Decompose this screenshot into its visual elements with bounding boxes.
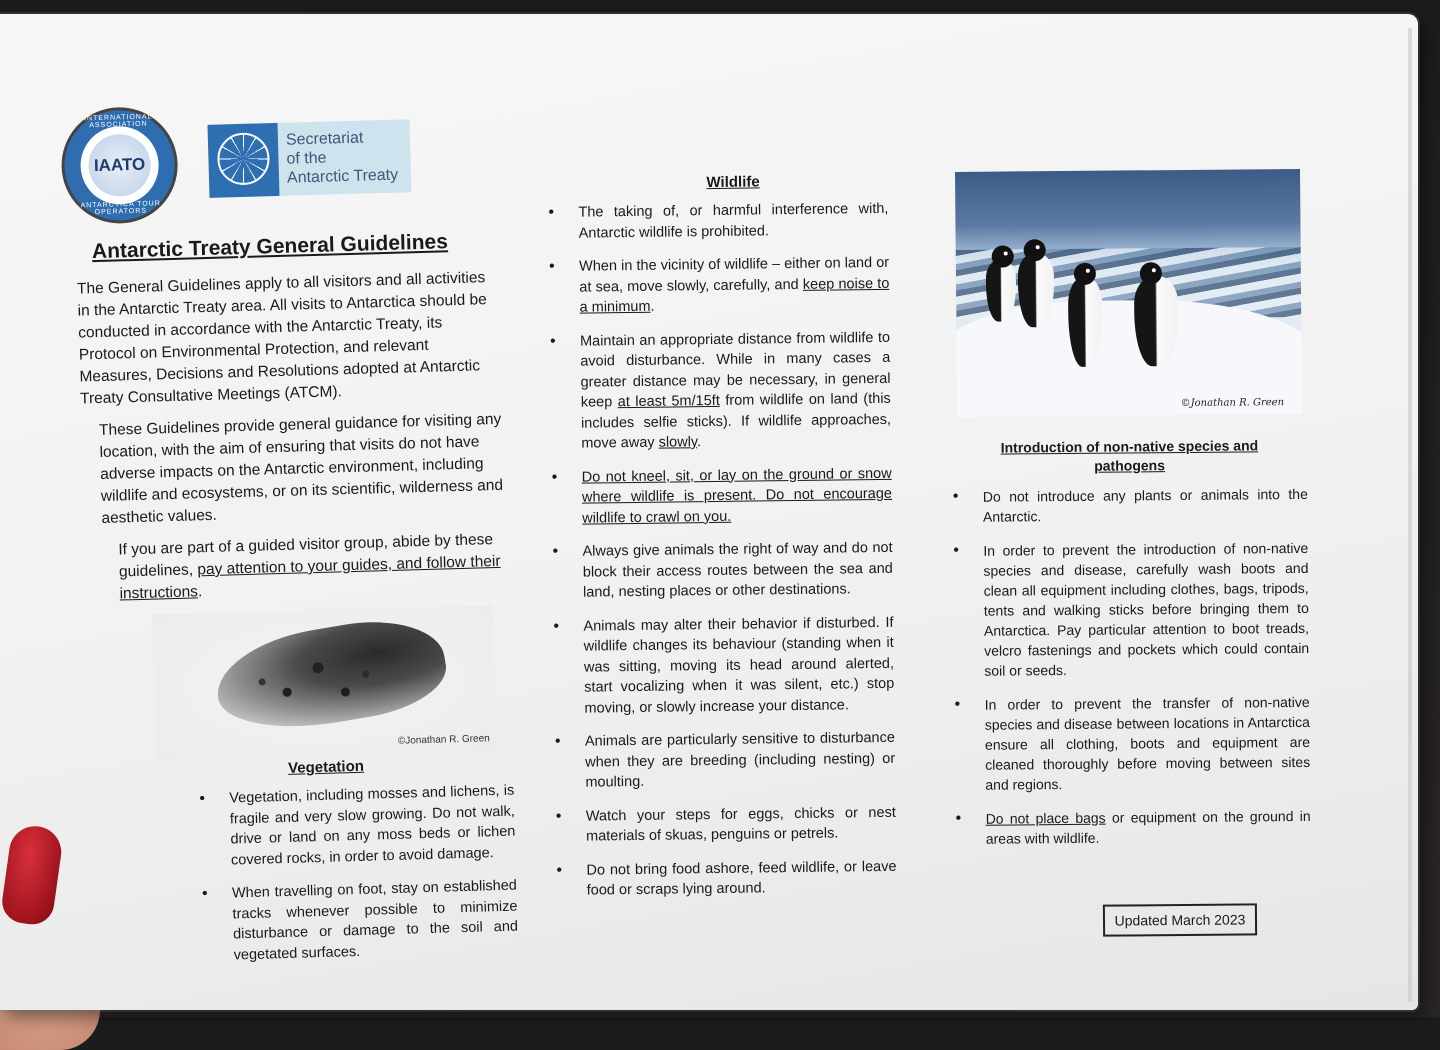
nonnative-list bbox=[953, 484, 1311, 849]
secretariat-line1: Secretariat bbox=[285, 129, 364, 149]
list-item: • Animals are particularly sensitive to disturbance when they are breeding (including nesting) or moulting. bbox=[555, 728, 896, 794]
guides-instruction: pay attention to your guides, and follow their instructions bbox=[119, 552, 501, 603]
list-item: • Vegetation, including mosses and lichens, is fragile and very slow growing. Do not walk, drive or land on any moss beds or lichen covered rocks, in order to avoid damage. bbox=[199, 781, 516, 872]
logos bbox=[60, 97, 498, 227]
list-item: • Do not place bags or equipment on the ground in areas with wildlife. bbox=[956, 806, 1311, 849]
nonnative-heading: Introduction of non-native species and pathogens bbox=[1000, 437, 1259, 474]
iaato-ring-bottom: ANTARCTICA TOUR OPERATORS bbox=[80, 200, 161, 217]
list-item: • Watch your steps for eggs, chicks or nest materials of skuas, penguins or petrels. bbox=[556, 802, 896, 847]
list-item: • When travelling on foot, stay on established tracks whenever possible to minimize disturbance or damage to the soil and vegetated surfaces. bbox=[202, 876, 519, 967]
vegetation-heading: Vegetation bbox=[287, 757, 365, 777]
column-right bbox=[950, 169, 1311, 863]
column-left bbox=[60, 97, 519, 983]
penguin-4 bbox=[1134, 276, 1179, 366]
guidelines-sheet bbox=[0, 14, 1418, 1010]
page-title: Antarctic Treaty General Guidelines bbox=[91, 230, 449, 264]
seal-photo bbox=[152, 605, 496, 759]
penguin-photo-credit: ©Jonathan R. Green bbox=[1180, 397, 1285, 409]
secretariat-line2: of the bbox=[286, 149, 327, 168]
wildlife-list bbox=[548, 199, 897, 902]
iaato-text: IAATO bbox=[93, 154, 146, 176]
list-item: • In order to prevent the introduction of non-native species and disease, carefully wash boots and clean all equipment including clothes, bags, tripods, tents and walking sticks before bringing them to Antarctica. Pay particular attention to boot treads, velcro fastenings and pockets which could contain soil or seeds. bbox=[953, 538, 1309, 681]
intro-paragraph-1: The General Guidelines apply to all visitors and all activities in the Antarctic Treaty area. All visits to Antarctica should be conducted in accordance with the Antarctic Treaty, its Protocol on Environmental Protection, and relevant Measures, Decisions and Resolutions adopted at Antarctic Treaty Consultative Meetings (ATCM). bbox=[76, 269, 487, 408]
list-item: • The taking of, or harmful interference with, Antarctic wildlife is prohibited. bbox=[548, 199, 888, 244]
iaato-logo bbox=[60, 106, 179, 225]
list-item: • Always give animals the right of way and do not block their access routes between the sea and land, nesting places or other destinations. bbox=[552, 538, 893, 604]
seal-photo-credit: ©Jonathan R. Green bbox=[397, 733, 490, 747]
list-item: • Do not introduce any plants or animals into the Antarctic. bbox=[953, 484, 1308, 527]
list-item: • When in the vicinity of wildlife – either on land or at sea, move slowly, carefully, and keep noise to a minimum. bbox=[549, 253, 890, 319]
intro-paragraph-2: These Guidelines provide general guidance for visiting any location, with the aim of ensuring that visits do not have adverse impacts on the Antarctic environment, including wildlife and ecosystems, or on its scientific, wilderness and aesthetic values. bbox=[98, 410, 504, 527]
updated-badge: Updated March 2023 bbox=[1103, 903, 1257, 936]
wildlife-heading: Wildlife bbox=[706, 173, 760, 192]
secretariat-line3: Antarctic Treaty bbox=[286, 166, 399, 187]
secretariat-emblem-icon bbox=[208, 123, 280, 198]
iaato-ring-top: INTERNATIONAL ASSOCIATION bbox=[83, 113, 153, 130]
penguin-2 bbox=[1018, 253, 1055, 327]
penguin-3 bbox=[1068, 277, 1103, 367]
seal-image bbox=[210, 609, 453, 741]
list-item: • Do not bring food ashore, feed wildlife, or leave food or scraps lying around. bbox=[556, 856, 896, 901]
intro-paragraph-3: If you are part of a guided visitor group, abide by these guidelines, pay attention to your guides, and follow their instructions. bbox=[118, 531, 501, 603]
vegetation-list bbox=[199, 781, 519, 967]
penguin-1 bbox=[986, 259, 1017, 321]
column-middle bbox=[548, 172, 897, 915]
secretariat-logo bbox=[208, 119, 412, 198]
list-item: • Animals may alter their behavior if disturbed. If wildlife changes its behaviour (standing when it was sitting, moving its head around alerted, start vocalizing when it was silent, etc.) stop moving, or slowly increase your distance. bbox=[553, 612, 894, 719]
list-item: • Maintain an appropriate distance from wildlife to avoid disturbance. While in many cases a greater distance may be necessary, in general keep at least 5m/15ft from wildlife on land (this includes selfie sticks). If wildlife approaches, move away slowly. bbox=[550, 327, 891, 454]
list-item: • Do not kneel, sit, or lay on the ground or snow where wildlife is present. Do not encourage wildlife to crawl on you. bbox=[552, 463, 893, 529]
penguin-photo bbox=[955, 169, 1302, 417]
list-item: • In order to prevent the transfer of non-native species and disease between locations in Antarctica ensure all clothing, boots and equipment are cleaned thoroughly before moving between sites and regions. bbox=[955, 692, 1311, 795]
